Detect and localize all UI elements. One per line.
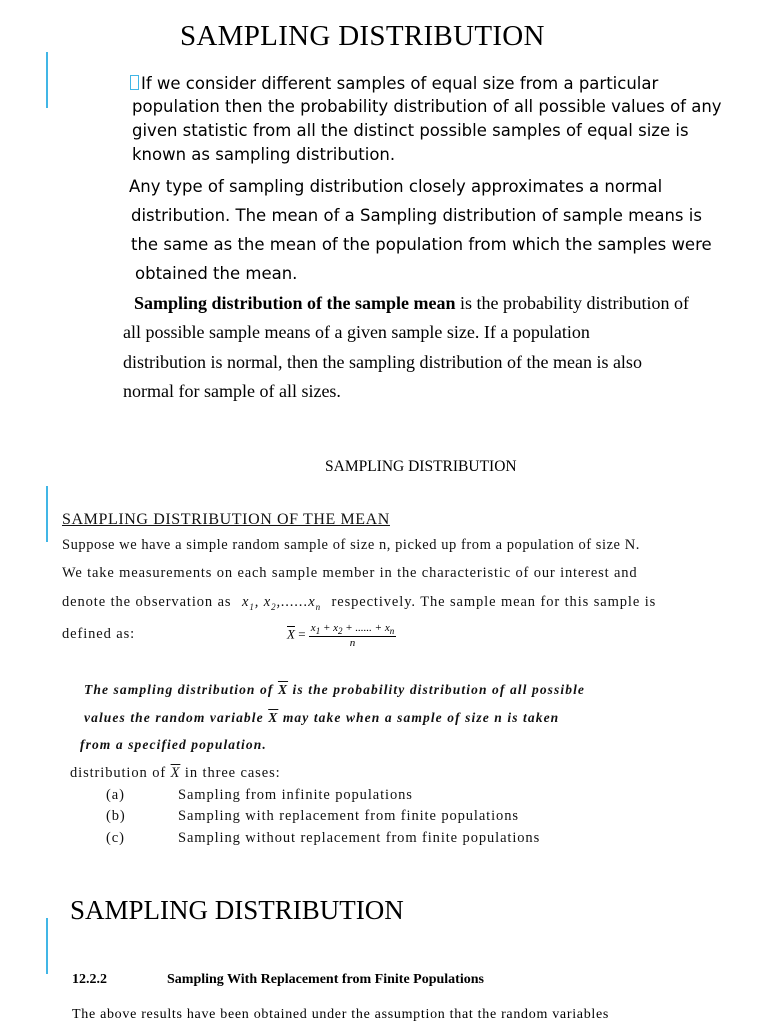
italic-line-2: values the random variable $\overline{X}$ may take when a sample of size n is taken [84,710,560,725]
slide2-title: SAMPLING DISTRIBUTION [325,458,517,475]
sample-mean-formula: $\overline{X}$ = $\frac{x_1 + x_2 + ...... + x_n}{n}$ [287,622,395,650]
sample-mean-line-4: normal for sample of all sizes. [123,381,341,401]
case-text-a: Sampling from infinite populations [178,787,413,803]
section-title: Sampling With Replacement from Finite Populations [167,972,484,987]
italic-line-1: The sampling distribution of $\overline{X}$ is the probability distribution of all possible [84,682,586,697]
mean-heading: SAMPLING DISTRIBUTION OF THE MEAN [62,511,390,528]
case-label-b: (b) [106,808,126,824]
sample-mean-line-2: all possible sample means of a given sample size. If a population [123,322,590,342]
approx-line-2: distribution. The mean of a Sampling distribution of sample means is [131,206,702,225]
accent-bar-1 [46,52,48,108]
definition-line-3: given statistic from all the distinct possible samples of equal size is [132,121,689,140]
sample-mean-line-1: Sampling distribution of the sample mean is the probability distribution of [134,293,690,313]
bullet-icon [130,75,139,90]
xbar-symbol: $\overline{X}$ [268,710,279,725]
case-label-c: (c) [106,830,125,846]
accent-bar-3 [46,918,48,974]
definition-line-2: population then the probability distribution of all possible values of any [132,97,722,116]
italic-line-3: from a specified population. [80,737,267,752]
approx-line-1: Any type of sampling distribution closely approximates a normal [129,177,663,196]
scan-line-4: defined as: [62,626,136,642]
section-number: 12.2.2 [72,972,107,987]
sample-mean-term: Sampling distribution of the sample mean [134,293,456,313]
approx-line-3: the same as the mean of the population from which the samples were [131,235,712,254]
case-label-a: (a) [106,787,125,803]
case-text-c: Sampling without replacement from finite populations [178,830,541,846]
case-text-b: Sampling with replacement from finite populations [178,808,519,824]
observations-formula: $x_1$, $x_2,......x_n$ [242,594,321,612]
accent-bar-2 [46,486,48,542]
scan-line-1: Suppose we have a simple random sample of size n, picked up from a population of size N. [62,537,640,553]
xbar-symbol: $\overline{X}$ [170,765,181,781]
sample-mean-line-3: distribution is normal, then the sampling distribution of the mean is also [123,352,642,372]
definition-line-1: If we consider different samples of equal size from a particular [130,74,658,93]
xbar-symbol: $\overline{X}$ [277,682,289,697]
slide1-title: SAMPLING DISTRIBUTION [180,20,545,52]
cases-intro: distribution of $\overline{X}$ in three cases: [70,765,281,781]
slide3-line-1: The above results have been obtained under the assumption that the random variables [72,1007,610,1022]
slide3-title: SAMPLING DISTRIBUTION [70,895,404,925]
scan-line-3: denote the observation as $x_1$, $x_2,......x_n$ respectively. The sample mean for this sample is [62,594,657,612]
scan-line-2: We take measurements on each sample member in the characteristic of our interest and [62,565,638,581]
definition-line-4: known as sampling distribution. [132,145,396,164]
approx-line-4: obtained the mean. [135,264,298,283]
